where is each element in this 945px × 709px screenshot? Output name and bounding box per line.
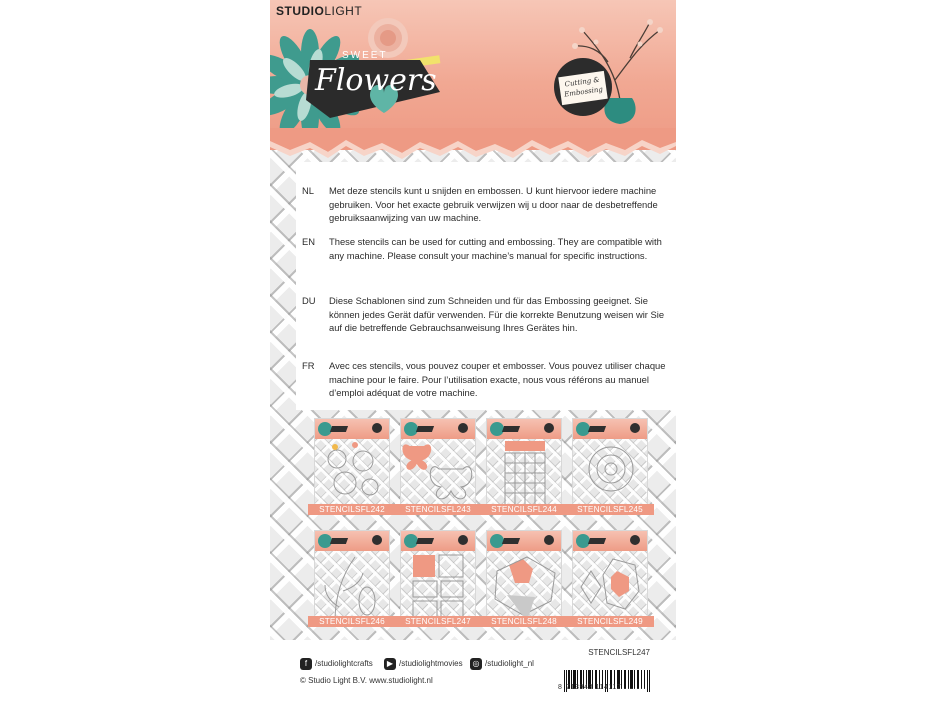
product-thumbnail xyxy=(572,418,648,513)
instruction-text-en: These stencils can be used for cutting and embossing. They are compatible with any machine. Please consult your machine’s manual for specific instructions. xyxy=(329,236,662,261)
product-stencilsfl242 xyxy=(308,418,396,531)
product-stencilsfl247 xyxy=(394,530,482,643)
product-thumbnail xyxy=(400,530,476,625)
series-sweet: SWEET xyxy=(342,50,388,61)
instagram-icon: ◎ xyxy=(470,658,482,670)
product-thumbnail xyxy=(572,530,648,625)
frames-stencil-icon xyxy=(401,551,476,625)
product-thumbnail xyxy=(400,418,476,513)
hexagon-stencil-icon xyxy=(487,551,562,625)
product-stencilsfl245 xyxy=(566,418,654,531)
footer xyxy=(270,640,676,709)
instagram-handle: /studiolight_nl xyxy=(485,659,534,668)
product-label: STENCILSFL249 xyxy=(566,616,654,627)
product-label: STENCILSFL242 xyxy=(308,504,396,515)
product-stencilsfl243 xyxy=(394,418,482,531)
diamond-stencil-icon xyxy=(573,551,648,625)
product-thumbnail xyxy=(314,530,390,625)
product-label: STENCILSFL244 xyxy=(480,504,568,515)
logo-sub-text: LIGHT xyxy=(324,4,363,18)
lang-code-fr: FR xyxy=(302,360,315,371)
series-title: Flowers xyxy=(315,63,437,98)
instructions-panel xyxy=(296,162,676,410)
grid-stencil-icon xyxy=(487,439,562,513)
lang-code-en: EN xyxy=(302,236,316,247)
product-stencilsfl249 xyxy=(566,530,654,643)
copyright-text: © Studio Light B.V. www.studiolight.nl xyxy=(300,676,433,685)
product-thumbnail xyxy=(486,530,562,625)
brand-logo xyxy=(276,4,362,18)
product-stencilsfl248 xyxy=(480,530,568,643)
barcode-lead-digit: 8 xyxy=(558,684,562,691)
product-label: STENCILSFL247 xyxy=(394,616,482,627)
logo-main-text: STUDIO xyxy=(276,4,325,18)
lang-code-du: DU xyxy=(302,295,316,306)
youtube-handle: /studiolightmovies xyxy=(399,659,463,668)
instagram-link[interactable] xyxy=(470,657,534,671)
lang-code-nl: NL xyxy=(302,185,314,196)
product-thumbnail xyxy=(486,418,562,513)
barcode-digits: 713943 114117 xyxy=(566,684,622,691)
instruction-text-fr: Avec ces stencils, vous pouvez couper et embosser. Vous pouvez utiliser chaque machine pour le faire. Pour l’utilisation exacte, nous vous référons au manuel d’emploi adéquat de votre machine. xyxy=(329,360,666,398)
cutting-embossing-badge xyxy=(554,58,612,116)
product-stencilsfl244 xyxy=(480,418,568,531)
sku-code: STENCILSFL247 xyxy=(588,648,650,657)
product-label: STENCILSFL248 xyxy=(480,616,568,627)
instruction-text-nl: Met deze stencils kunt u snijden en embossen. U kunt hiervoor iedere machine gebruiken. Voor het exacte gebruik verwijzen wij u door naar de desbetreffende gebruiksaanwijzing van uw machine. xyxy=(329,185,658,223)
product-thumbnail xyxy=(314,418,390,513)
product-label: STENCILSFL243 xyxy=(394,504,482,515)
facebook-handle: /studiolightcrafts xyxy=(315,659,373,668)
facebook-icon: f xyxy=(300,658,312,670)
youtube-link[interactable] xyxy=(384,657,463,671)
product-label: STENCILSFL245 xyxy=(566,504,654,515)
badge-text: Cutting & Embossing xyxy=(558,71,607,105)
instruction-text-du: Diese Schablonen sind zum Schneiden und für das Embossing geeignet. Sie können jedes Gerät dafür verwenden. Für die korrekte Benutzung weisen wir Sie auf die betreffende Gebrauchsanweisung Ihres Gerätes hin. xyxy=(329,295,665,333)
butterfly-stencil-icon xyxy=(401,439,476,513)
product-card xyxy=(270,0,676,709)
plant-stencil-icon xyxy=(315,551,390,625)
youtube-icon: ▶ xyxy=(384,658,396,670)
facebook-link[interactable] xyxy=(300,657,373,671)
product-label: STENCILSFL246 xyxy=(308,616,396,627)
torn-paper-edge xyxy=(270,128,676,162)
mandala-stencil-icon xyxy=(573,439,648,513)
product-stencilsfl246 xyxy=(308,530,396,643)
flower-stencil-icon xyxy=(315,439,390,513)
